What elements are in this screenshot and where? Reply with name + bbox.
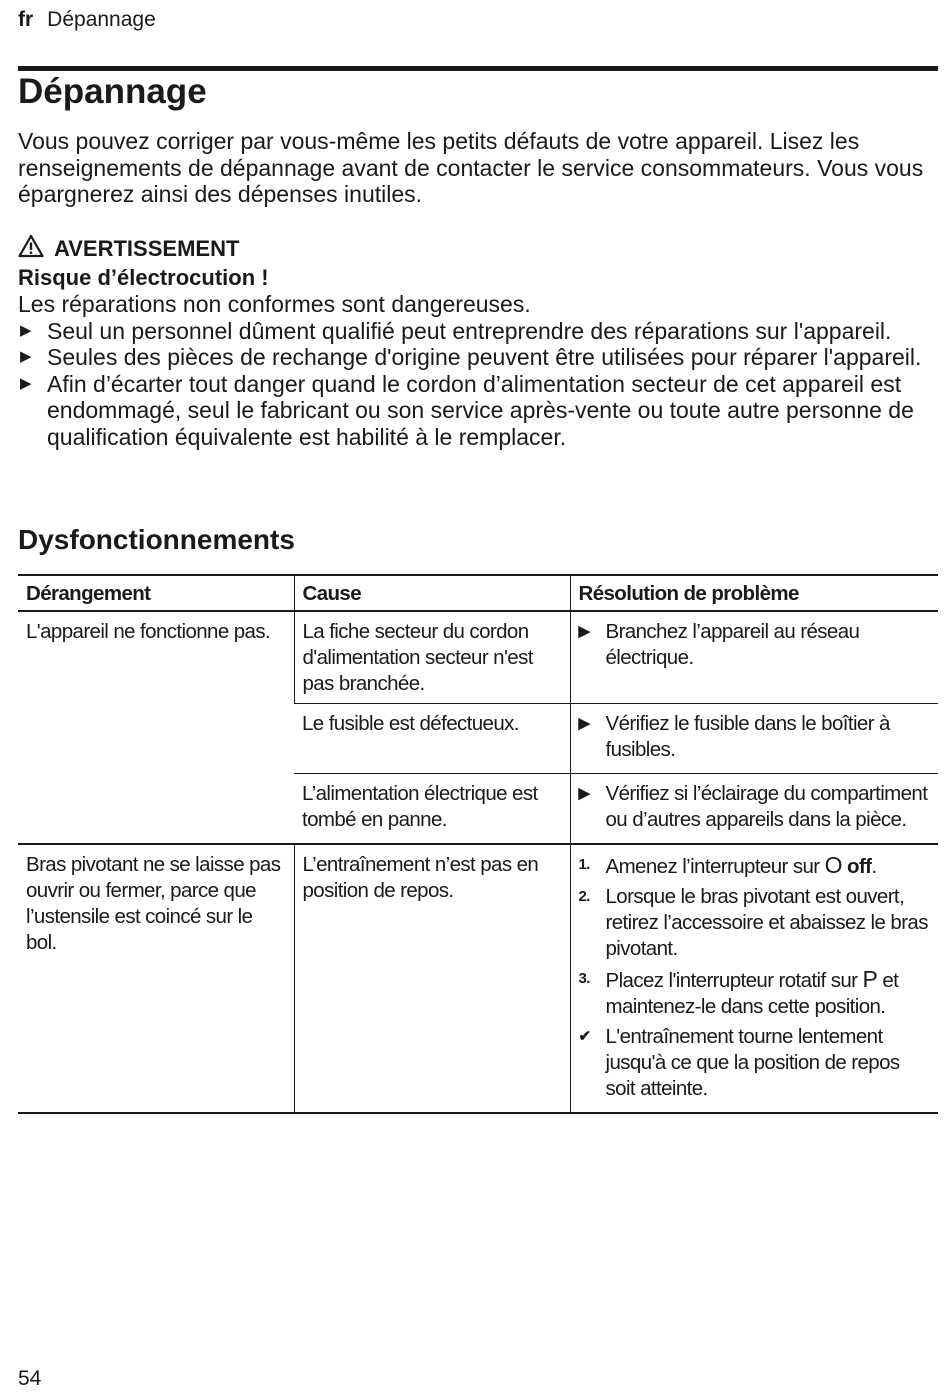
warning-subtitle: Risque d’électrocution ! [18, 264, 269, 290]
cause-cell: Le fusible est défectueux. [294, 704, 570, 774]
table-row [18, 844, 938, 1113]
warning-heading [18, 234, 938, 265]
column-header: Dérangement [18, 575, 294, 611]
problem-cell: L'appareil ne fonctionne pas. [18, 611, 294, 844]
warning-item: ▶ Seules des pièces de rechange d'origine peuvent être utilisées pour réparer l'appareil. [20, 344, 922, 370]
solution-cell: ▶ Vérifiez si l’éclairage du compartiment ou d’autres appareils dans la pièce. [570, 774, 938, 845]
solution-cell [570, 844, 938, 1113]
header-section: Dépannage [47, 8, 156, 31]
step-item: ✔ L'entraînement tourne lentement jusqu'à ce que la position de repos soit atteinte. [578, 1025, 900, 1100]
step-number: 3. [578, 970, 590, 987]
language-code: fr [18, 8, 34, 31]
troubleshooting-table [18, 574, 938, 1114]
cause-cell: L’entraînement n’est pas en position de repos. [294, 844, 570, 1113]
warning-item: ▶ Afin d’écarter tout danger quand le cordon d’alimentation secteur de cet appareil est endommagé, seul le fabricant ou son service après-vente ou toute autre personne de qualification équivalente est habilité à le remplacer. [20, 370, 914, 450]
step-item: 3. Placez l'interrupteur rotatif sur P et maintenez-le dans cette position. [578, 966, 899, 1018]
solution-cell: ▶ Branchez l’appareil au réseau électrique. [570, 611, 938, 704]
checkmark-icon: ✔ [578, 1028, 591, 1045]
title-rule [18, 66, 938, 71]
bullet-triangle-icon: ▶ [578, 623, 590, 640]
bullet-triangle-icon: ▶ [20, 348, 32, 365]
step-number: 1. [578, 856, 590, 873]
warning-item: ▶ Seul un personnel dûment qualifié peut entreprendre des réparations sur l'appareil. [20, 317, 892, 344]
page-number: 54 [18, 1367, 42, 1390]
step-number: 2. [578, 888, 590, 905]
solution-cell: ▶ Vérifiez le fusible dans le boîtier à fusibles. [570, 704, 938, 774]
bullet-triangle-icon: ▶ [20, 321, 32, 339]
off-symbol-icon: O [824, 852, 842, 878]
warning-label: AVERTISSEMENT [54, 236, 240, 261]
bullet-triangle-icon: ▶ [578, 715, 590, 732]
problem-cell: Bras pivotant ne se laisse pas ouvrir ou fermer, parce que l’ustensile est coincé sur le bol. [18, 844, 294, 1113]
page-title: Dépannage [18, 72, 207, 111]
pulse-symbol-icon: P [862, 966, 878, 992]
column-header: Résolution de problème [570, 575, 938, 611]
intro-paragraph: Vous pouvez corriger par vous-même les petits défauts de votre appareil. Lisez les renseignements de dépannage avant de contacter le service consommateurs. Vous vous épargnerez ainsi des dépenses inutiles. [18, 128, 924, 207]
bullet-triangle-icon: ▶ [578, 785, 590, 802]
cause-cell: L’alimentation électrique est tombé en panne. [294, 774, 570, 845]
bullet-triangle-icon: ▶ [20, 374, 32, 392]
warning-text: Les réparations non conformes sont dangereuses. [18, 291, 531, 317]
column-header: Cause [294, 575, 570, 611]
cause-cell: La fiche secteur du cordon d'alimentation secteur n'est pas branchée. [294, 611, 570, 704]
table-row [18, 611, 938, 704]
warning-block [18, 234, 938, 450]
warning-triangle-icon [18, 234, 44, 265]
solution-steps [579, 852, 931, 1102]
running-header [18, 8, 156, 32]
step-item: 1. Amenez l’interrupteur sur O off. [578, 852, 877, 878]
step-item: 2. Lorsque le bras pivotant est ouvert, retirez l’accessoire et abaissez le bras pivotant. [578, 885, 928, 960]
warning-list [18, 318, 938, 451]
table-header-row [18, 575, 938, 611]
section-title: Dysfonctionnements [18, 524, 295, 555]
